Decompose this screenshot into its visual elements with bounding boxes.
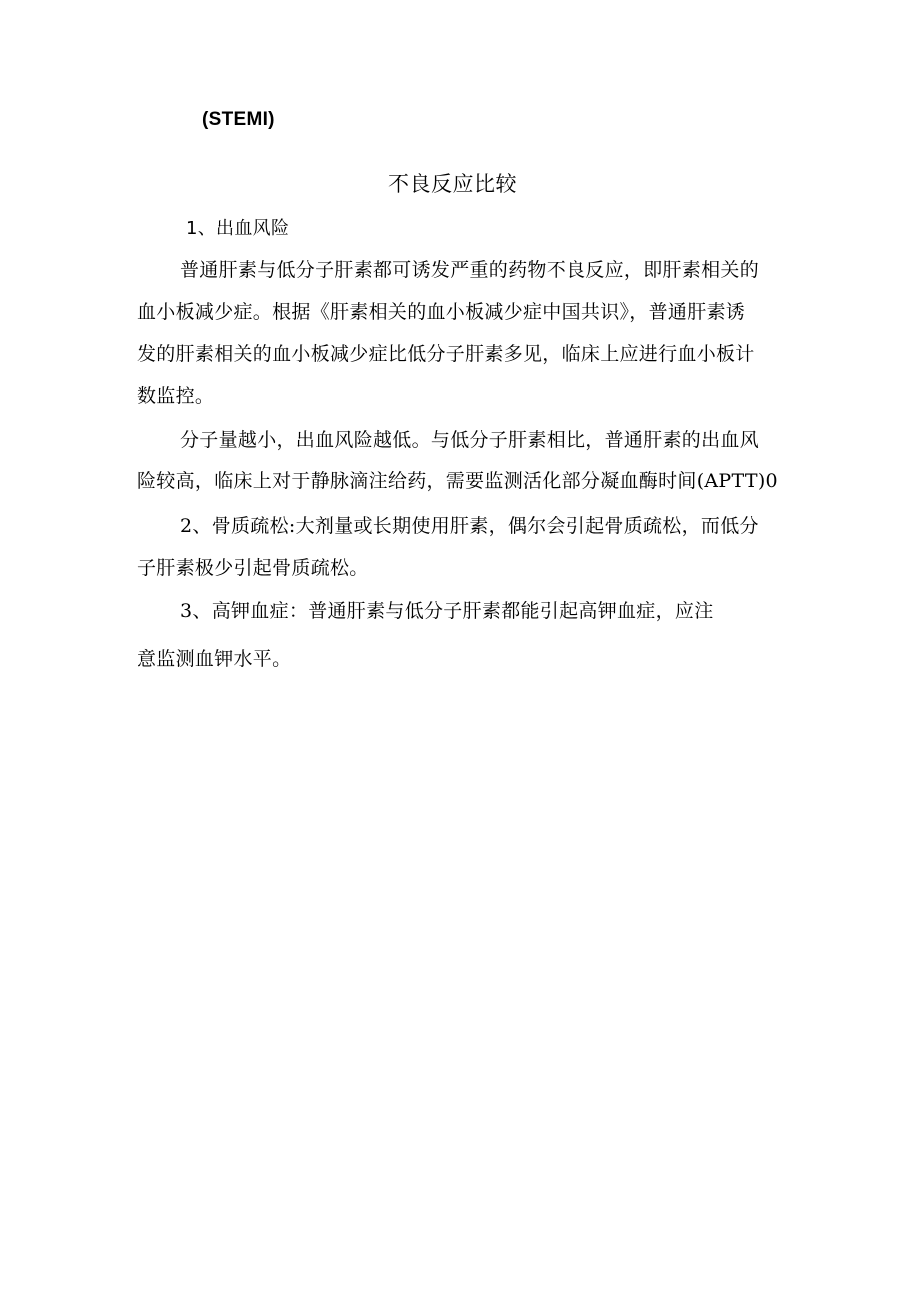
osteoporosis-line: 子肝素极少引起骨质疏松。	[137, 557, 369, 579]
header-label: (STEMI)	[202, 109, 275, 130]
paragraph-line: 分子量越小，出血风险越低。与低分子肝素相比，普通肝素的出血风	[180, 429, 760, 451]
paragraph-line: 普通肝素与低分子肝素都可诱发严重的药物不良反应，即肝素相关的	[180, 259, 760, 281]
hyperkalemia-line: 3、高钾血症：普通肝素与低分子肝素都能引起高钾血症，应注	[180, 600, 714, 622]
paragraph-line: 发的肝素相关的血小板减少症比低分子肝素多见，临床上应进行血小板计	[137, 343, 755, 365]
hyperkalemia-line: 意监测血钾水平。	[137, 648, 292, 670]
paragraph-line: 险较高，临床上对于静脉滴注给药，需要监测活化部分凝血酶时间(APTT)0	[137, 470, 778, 492]
bleeding-risk-heading: 1、出血风险	[186, 218, 290, 239]
paragraph-line: 血小板减少症。根据《肝素相关的血小板减少症中国共识》，普通肝素诱	[137, 301, 746, 323]
paragraph-line: 数监控。	[137, 385, 215, 407]
osteoporosis-line: 2、骨质疏松:大剂量或长期使用肝素，偶尔会引起骨质疏松，而低分	[180, 515, 759, 537]
section-title: 不良反应比较	[388, 172, 517, 196]
